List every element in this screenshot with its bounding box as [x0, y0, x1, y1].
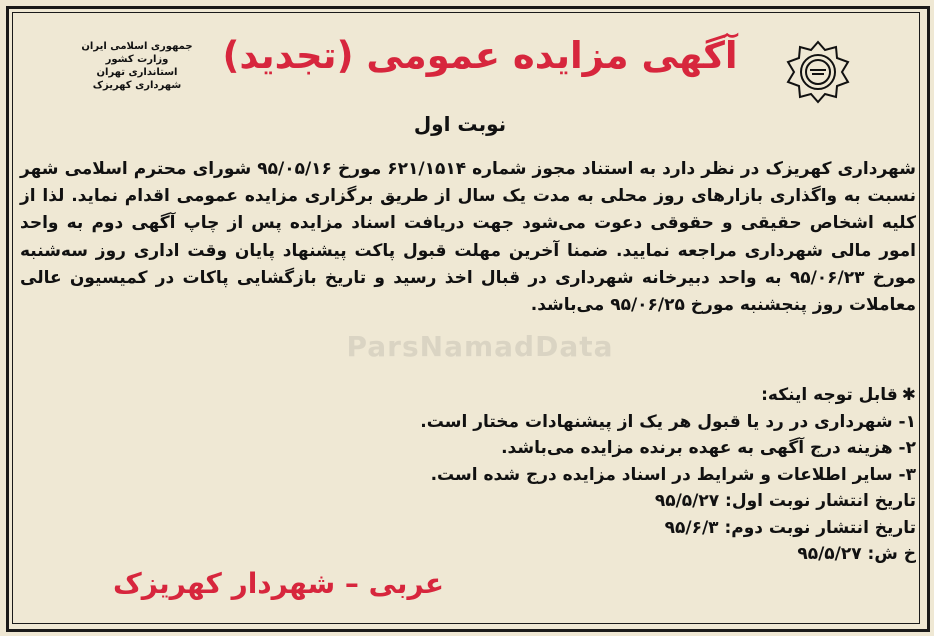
- issuer-line: شهرداری کهریزک: [92, 80, 182, 91]
- note-item: ۳- سایر اطلاعات و شرایط در اسناد مزایده درج شده است.: [430, 464, 916, 485]
- asterisk-icon: ✱: [901, 385, 916, 405]
- municipality-seal-icon: [786, 40, 850, 104]
- notice-round: نوبت اول: [413, 112, 507, 136]
- notice-header: [0, 0, 934, 150]
- issuer-line: استانداری تهران: [96, 67, 178, 78]
- watermark-text: ParsNamadData: [346, 330, 614, 363]
- notice-body: شهرداری کهریزک در نظر دارد به استناد مجوز شماره ۶۲۱/۱۵۱۴ مورخ ۹۵/۰۵/۱۶ شورای محترم اسلامی شهر نسبت به واگذاری بازارهای روز محلی به مدت یک سال از طریق برگزاری مزایده عمومی اقدام نماید. لذا از کلیه اشخاص حقیقی و حقوقی دعوت می‌شود جهت دریافت اسناد مزایده پس از چاپ آگهی دوم به واحد امور مالی شهرداری مراجعه نمایید. ضمنا آخرین مهلت قبول پاکت پیشنهاد پایان وقت اداری روز سه‌شنبه مورخ ۹۵/۰۶/۲۳ به واحد دبیرخانه شهرداری در قبال اخذ رسید و تاریخ بازگشایی پاکات در کمیسیون عالی معاملات روز پنجشنبه مورخ ۹۵/۰۶/۲۵ می‌باشد.: [20, 159, 916, 316]
- issuer-block: [62, 40, 212, 92]
- note-item: ۱- شهرداری در رد یا قبول هر یک از پیشنهادات مختار است.: [420, 411, 916, 432]
- note-item: ۲- هزینه درج آگهی به عهده برنده مزایده می‌باشد.: [501, 438, 916, 458]
- notice-title: آگهی مزایده عمومی (تجدید): [222, 34, 738, 77]
- issuer-line: جمهوری اسلامی ایران: [81, 41, 193, 52]
- notes-section: [20, 382, 916, 568]
- issuer-line: وزارت کشور: [105, 54, 169, 65]
- notes-heading-text: قابل توجه اینکه:: [761, 385, 898, 405]
- publish-date-first: تاریخ انتشار نوبت اول: ۹۵/۵/۲۷: [654, 491, 916, 511]
- signature: عربی – شهردار کهریزک: [113, 567, 444, 600]
- notes-heading: [20, 382, 916, 409]
- publish-code: خ ش: ۹۵/۵/۲۷: [797, 544, 916, 564]
- publish-date-second: تاریخ انتشار نوبت دوم: ۹۵/۶/۳: [664, 517, 916, 538]
